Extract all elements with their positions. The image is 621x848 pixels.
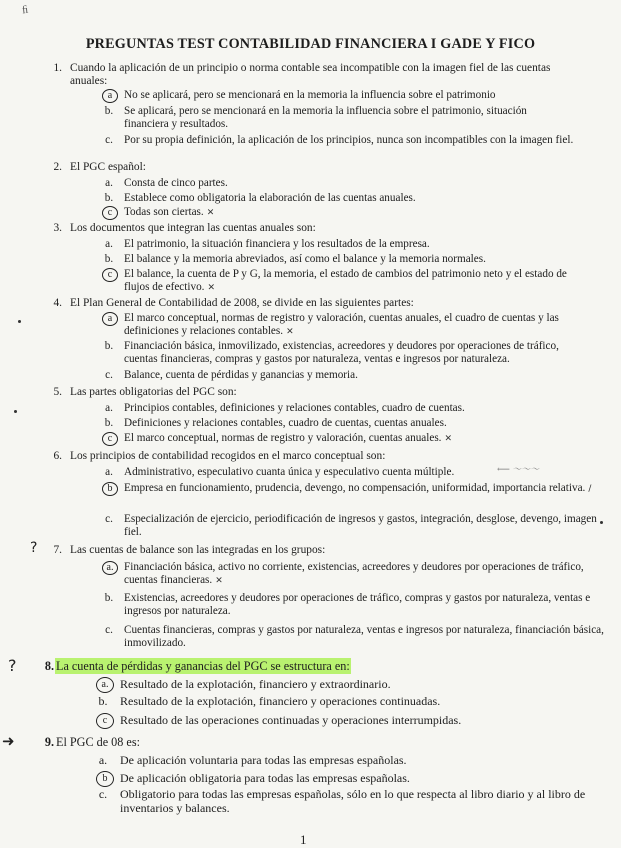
question-number: 8.	[44, 659, 54, 673]
option-letter: c.	[105, 513, 113, 525]
option-text: Cuentas financieras, compras y gastos por naturaleza, ventas e ingresos por naturaleza, financiación básica, inmovilizado.	[124, 624, 604, 650]
handwritten-scribble: ﬁ	[21, 3, 30, 17]
question-number: 1.	[53, 62, 62, 74]
option-text: El marco conceptual, normas de registro y valoración, cuentas anuales, el cuadro de cuentas y las definiciones y relaciones contables.	[124, 312, 559, 338]
page-number: 1	[300, 832, 307, 847]
handwritten-annotation-arrow-icon: ⟵ ～～～	[497, 464, 540, 474]
option-letter: b.	[104, 253, 114, 265]
question-mark-icon: ?	[30, 540, 38, 556]
cross-mark-icon: ✕	[215, 576, 223, 587]
option-text: Financiación básica, inmovilizado, existencias, acreedores y deudores por operaciones de tráfico, cuentas financieras, compras y gastos por naturaleza, ventas e ingresos por naturaleza.	[124, 340, 559, 366]
option-text: Resultado de las operaciones continuadas y operaciones interrumpidas.	[120, 713, 462, 727]
option-letter-circled: c	[102, 268, 118, 282]
option-letter: a.	[98, 753, 108, 767]
question-text: Cuando la aplicación de un principio o norma contable sea incompatible con la imagen fiel de las cuentas anuales:	[70, 62, 551, 88]
question-text: El PGC de 08 es:	[56, 735, 140, 749]
question-number: 3.	[53, 222, 62, 234]
option-text: Administrativo, especulativo cuanta única y especulativo cuenta múltiple.	[124, 466, 455, 478]
option-letter: a.	[105, 402, 113, 414]
cross-mark-icon: ✕	[206, 208, 215, 218]
option-text: Existencias, acreedores y deudores por operaciones de tráfico, compras y gastos por naturaleza, ventas e ingresos por naturaleza.	[124, 592, 591, 618]
option-letter-circled: a	[102, 89, 118, 103]
option-text: No se aplicará, pero se mencionará en la memoria la influencia sobre el patrimonio	[124, 89, 496, 101]
option-text: Resultado de la explotación, financiero y operaciones continuadas.	[120, 694, 441, 708]
option-text: Obligatorio para todas las empresas españolas, sólo en lo que respecta al libro diario y al libro de inventarios y balances.	[120, 787, 586, 816]
option-text: Principios contables, definiciones y relaciones contables, cuadro de cuentas.	[124, 402, 465, 414]
cross-mark-icon: ✕	[286, 327, 294, 338]
option-letter: b.	[104, 340, 114, 352]
option-text: Definiciones y relaciones contables, cuadro de cuentas, cuentas anuales.	[124, 417, 447, 429]
option-letter: c.	[105, 624, 113, 636]
highlighted-question-text: La cuenta de pérdidas y ganancias del PGC se estructura en:	[56, 659, 350, 673]
option-text: El balance, la cuenta de P y G, la memoria, el estado de cambios del patrimonio neto y el estado de flujos de efectivo.	[124, 268, 567, 294]
option-text: Balance, cuenta de pérdidas y ganancias y memoria.	[124, 369, 358, 381]
option-text: De aplicación obligatoria para todas las empresas españolas.	[120, 771, 410, 785]
question-text: El PGC español:	[70, 161, 146, 173]
option-letter: b.	[104, 592, 114, 604]
margin-dot	[18, 320, 21, 323]
option-letter-circled: a.	[96, 677, 114, 693]
option-text: Establece como obligatoria la elaboración de las cuentas anuales.	[124, 192, 416, 204]
cross-mark-icon: ✕	[444, 434, 453, 444]
option-letter: b.	[98, 694, 108, 708]
question-number: 9.	[44, 735, 54, 749]
cross-mark-icon: ✕	[207, 283, 216, 294]
option-text: El patrimonio, la situación financiera y los resultados de la empresa.	[124, 238, 430, 250]
option-letter: a.	[105, 177, 113, 189]
option-letter-circled: c	[102, 206, 118, 220]
option-letter: c.	[105, 369, 113, 381]
option-letter: b.	[104, 417, 114, 429]
option-letter-circled: b	[102, 482, 118, 496]
question-number: 2.	[53, 161, 62, 173]
question-text: Los principios de contabilidad recogidos en el marco conceptual son:	[70, 450, 386, 462]
option-text: Financiación básica, activo no corriente, existencias, acreedores y deudores por operaciones de tráfico, cuentas financieras.	[124, 561, 584, 587]
arrow-right-icon: ➜	[2, 732, 15, 750]
option-text: Todas son ciertas.	[124, 206, 204, 218]
option-letter-circled: a.	[102, 561, 118, 575]
option-letter: c.	[105, 134, 113, 146]
option-letter-circled: c	[102, 432, 118, 446]
margin-dot	[14, 410, 17, 413]
question-number: 5.	[53, 386, 62, 398]
question-number: 7.	[53, 544, 62, 556]
question-text: Los documentos que integran las cuentas anuales son:	[70, 222, 316, 234]
question-number: 4.	[53, 297, 62, 309]
option-letter-circled: b	[96, 771, 114, 787]
question-number: 6.	[53, 450, 62, 462]
option-letter: a.	[105, 466, 113, 478]
option-text: Por su propia definición, la aplicación de los principios, nunca son incompatibles con la imagen fiel.	[124, 134, 574, 146]
check-mark-icon: /	[588, 484, 592, 494]
option-text: Se aplicará, pero se mencionará en la memoria la influencia sobre el patrimonio, situación financiera y resultados.	[124, 105, 527, 131]
option-text: Consta de cinco partes.	[124, 177, 228, 189]
option-text: Empresa en funcionamiento, prudencia, devengo, no compensación, uniformidad, importancia relativa.	[124, 482, 586, 494]
option-text: Especialización de ejercicio, periodificación de ingresos y gastos, integración, desglose, devengo, imagen fiel.	[124, 513, 597, 539]
option-text: El balance y la memoria abreviados, así como el balance y la memoria normales.	[124, 253, 486, 265]
option-letter: b.	[104, 105, 114, 117]
option-letter: c.	[98, 787, 108, 801]
option-letter-circled: c	[96, 713, 114, 729]
margin-dot	[600, 521, 603, 524]
option-letter: b.	[104, 192, 114, 204]
option-letter: a.	[105, 238, 113, 250]
option-text: De aplicación voluntaria para todas las empresas españolas.	[120, 753, 407, 767]
question-text: Las partes obligatorias del PGC son:	[70, 386, 237, 398]
question-text: Las cuentas de balance son las integradas en los grupos:	[70, 544, 326, 556]
option-text: El marco conceptual, normas de registro y valoración, cuentas anuales.	[124, 432, 442, 444]
option-letter-circled: a	[102, 312, 118, 326]
option-text: Resultado de la explotación, financiero y extraordinario.	[120, 677, 391, 691]
question-mark-icon: ?	[8, 656, 17, 675]
question-text: El Plan General de Contabilidad de 2008, se divide en las siguientes partes:	[70, 297, 414, 309]
page-title: PREGUNTAS TEST CONTABILIDAD FINANCIERA I GADE Y FICO	[85, 36, 536, 52]
